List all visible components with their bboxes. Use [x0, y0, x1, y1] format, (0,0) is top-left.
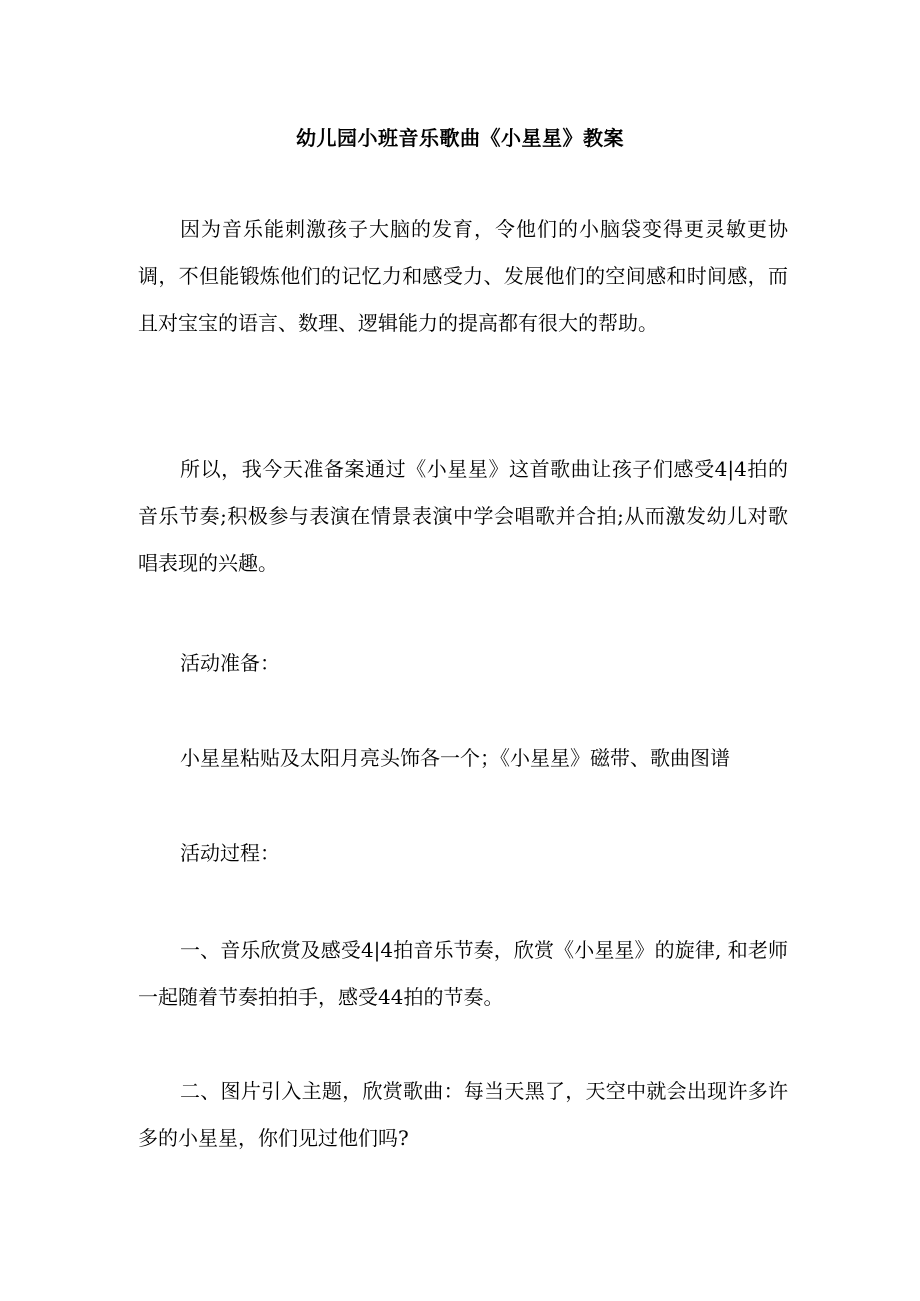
document-title: 幼儿园小班音乐歌曲《小星星》教案 [296, 126, 624, 150]
paragraph-preparation-items: 小星星粘贴及太阳月亮头饰各一个；《小星星》磁带、歌曲图谱 [180, 746, 730, 770]
paragraph-intro: 因为音乐能刺激孩子大脑的发育，令他们的小脑袋变得更灵敏更协调，不但能锻炼他们的记忆力和感受力、发展他们的空间感和时间感，而且对宝宝的语言、数理、逻辑能力的提高都有很大的帮助。 [138, 217, 788, 335]
paragraph-step-two: 二、图片引入主题，欣赏歌曲：每当天黑了，天空中就会出现许多许多的小星星，你们见过他们吗? [138, 1079, 788, 1150]
paragraph-step-one: 一、音乐欣赏及感受4|4拍音乐节奏，欣赏《小星星》的旋律, 和老师一起随着节奏拍拍手，感受44拍的节奏。 [138, 938, 788, 1009]
paragraph-purpose: 所以，我今天准备案通过《小星星》这首歌曲让孩子们感受4|4拍的音乐节奏;积极参与表演在情景表演中学会唱歌并合拍;从而激发幼儿对歌唱表现的兴趣。 [138, 457, 788, 575]
heading-process: 活动过程： [180, 841, 280, 865]
heading-preparation: 活动准备： [180, 651, 280, 675]
